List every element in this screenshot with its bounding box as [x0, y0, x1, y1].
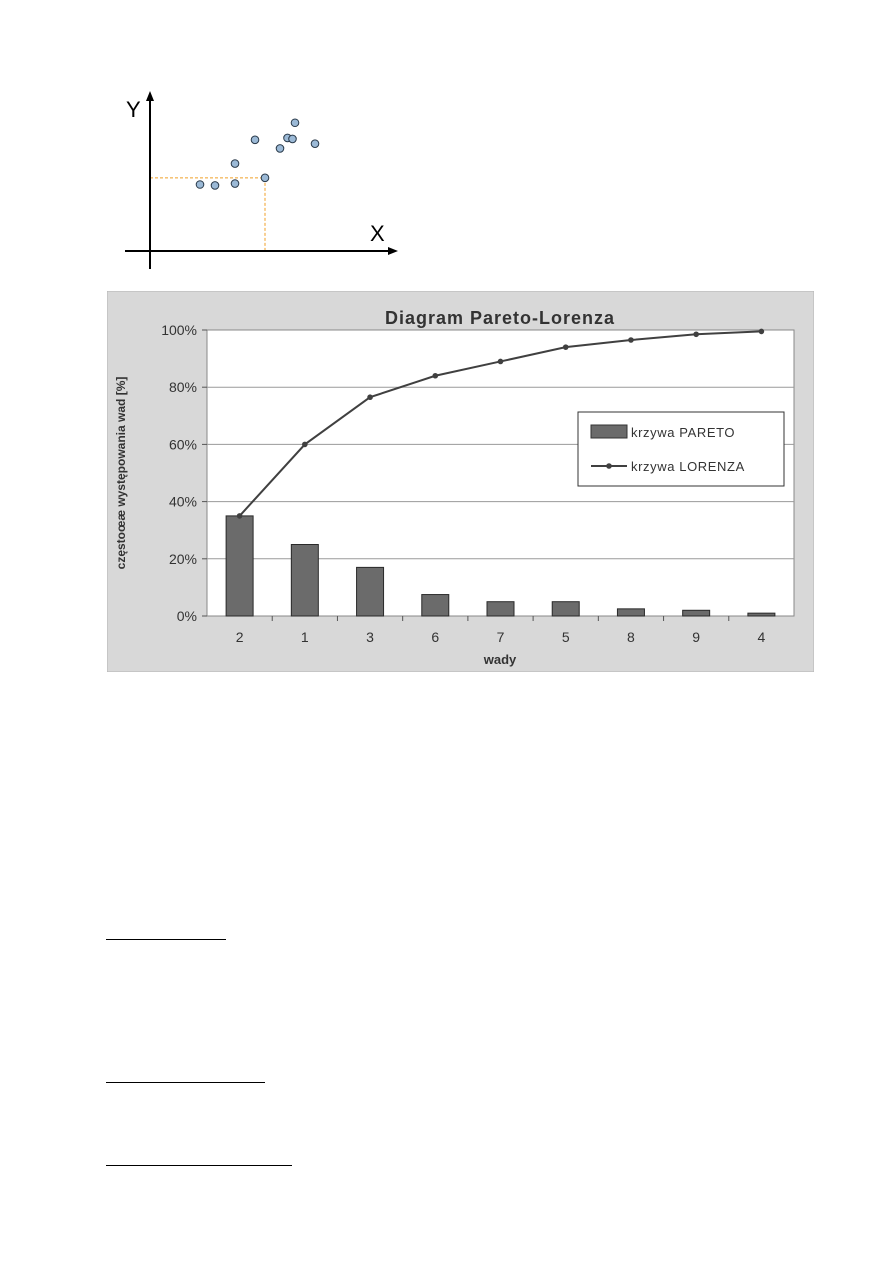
lorenz-point: [302, 442, 308, 448]
x-axis-label: wady: [483, 652, 517, 667]
pareto-bar: [683, 610, 710, 616]
legend-box: [578, 412, 784, 486]
pareto-bar: [748, 613, 775, 616]
lorenz-point: [367, 394, 373, 400]
y-tick-label: 80%: [168, 379, 197, 396]
legend-pareto-label: krzywa PARETO: [631, 425, 736, 440]
legend-lorenza-label: krzywa LORENZA: [631, 459, 745, 474]
legend-lorenza-swatch-marker: [606, 463, 612, 469]
x-tick-label: 6: [431, 629, 440, 645]
y-tick-label: 40%: [168, 493, 197, 510]
scatter-x-axis-label: X: [370, 221, 385, 246]
lorenz-point: [237, 513, 243, 519]
pareto-bar: [552, 602, 579, 616]
scatter-point: [291, 119, 299, 127]
lorenz-point: [498, 359, 504, 365]
lorenz-point: [432, 373, 438, 379]
pareto-bar: [226, 516, 253, 616]
scatter-x-axis-arrow: [388, 247, 398, 255]
scatter-point: [251, 136, 259, 144]
x-tick-label: 8: [627, 629, 635, 645]
pareto-bar: [291, 545, 318, 617]
scatter-point: [231, 160, 239, 168]
pareto-bar: [357, 567, 384, 616]
x-tick-label: 5: [561, 629, 570, 645]
y-tick-label: 100%: [161, 322, 197, 338]
legend: [578, 412, 784, 486]
x-tick-label: 2: [235, 629, 244, 645]
lorenz-point: [693, 331, 699, 337]
pareto-bar: [422, 595, 449, 616]
x-tick-label: 4: [757, 629, 766, 645]
x-tick-label: 9: [692, 629, 701, 645]
y-tick-label: 20%: [168, 550, 197, 567]
scatter-y-axis-label: Y: [126, 97, 141, 122]
pareto-chart: [107, 291, 814, 672]
x-tick-label: 1: [300, 629, 309, 645]
chart-title: Diagram Pareto-Lorenza: [384, 308, 616, 328]
heading-underline-3: [106, 1165, 292, 1166]
y-tick-label: 0%: [176, 608, 197, 624]
heading-underline-1: [106, 939, 226, 940]
scatter-point: [289, 135, 297, 143]
heading-underline-2: [106, 1082, 265, 1083]
y-axis-label: częstoœæ występowania wad [%]: [114, 376, 128, 570]
x-tick-label: 3: [366, 629, 374, 645]
scatter-y-axis-arrow: [146, 91, 154, 101]
scatter-point: [196, 181, 204, 189]
lorenz-point: [628, 337, 634, 343]
legend-pareto-swatch: [591, 425, 627, 438]
scatter-point: [261, 174, 269, 182]
x-tick-label: 7: [496, 629, 505, 645]
scatter-point: [211, 182, 219, 190]
scatter-figure: [120, 88, 405, 270]
lorenz-point: [759, 329, 765, 335]
scatter-point: [311, 140, 319, 148]
y-tick-label: 60%: [168, 436, 197, 453]
pareto-bar: [617, 609, 644, 616]
pareto-bar: [487, 602, 514, 616]
scatter-point: [276, 145, 284, 153]
scatter-point: [231, 180, 239, 188]
lorenz-point: [563, 344, 569, 350]
